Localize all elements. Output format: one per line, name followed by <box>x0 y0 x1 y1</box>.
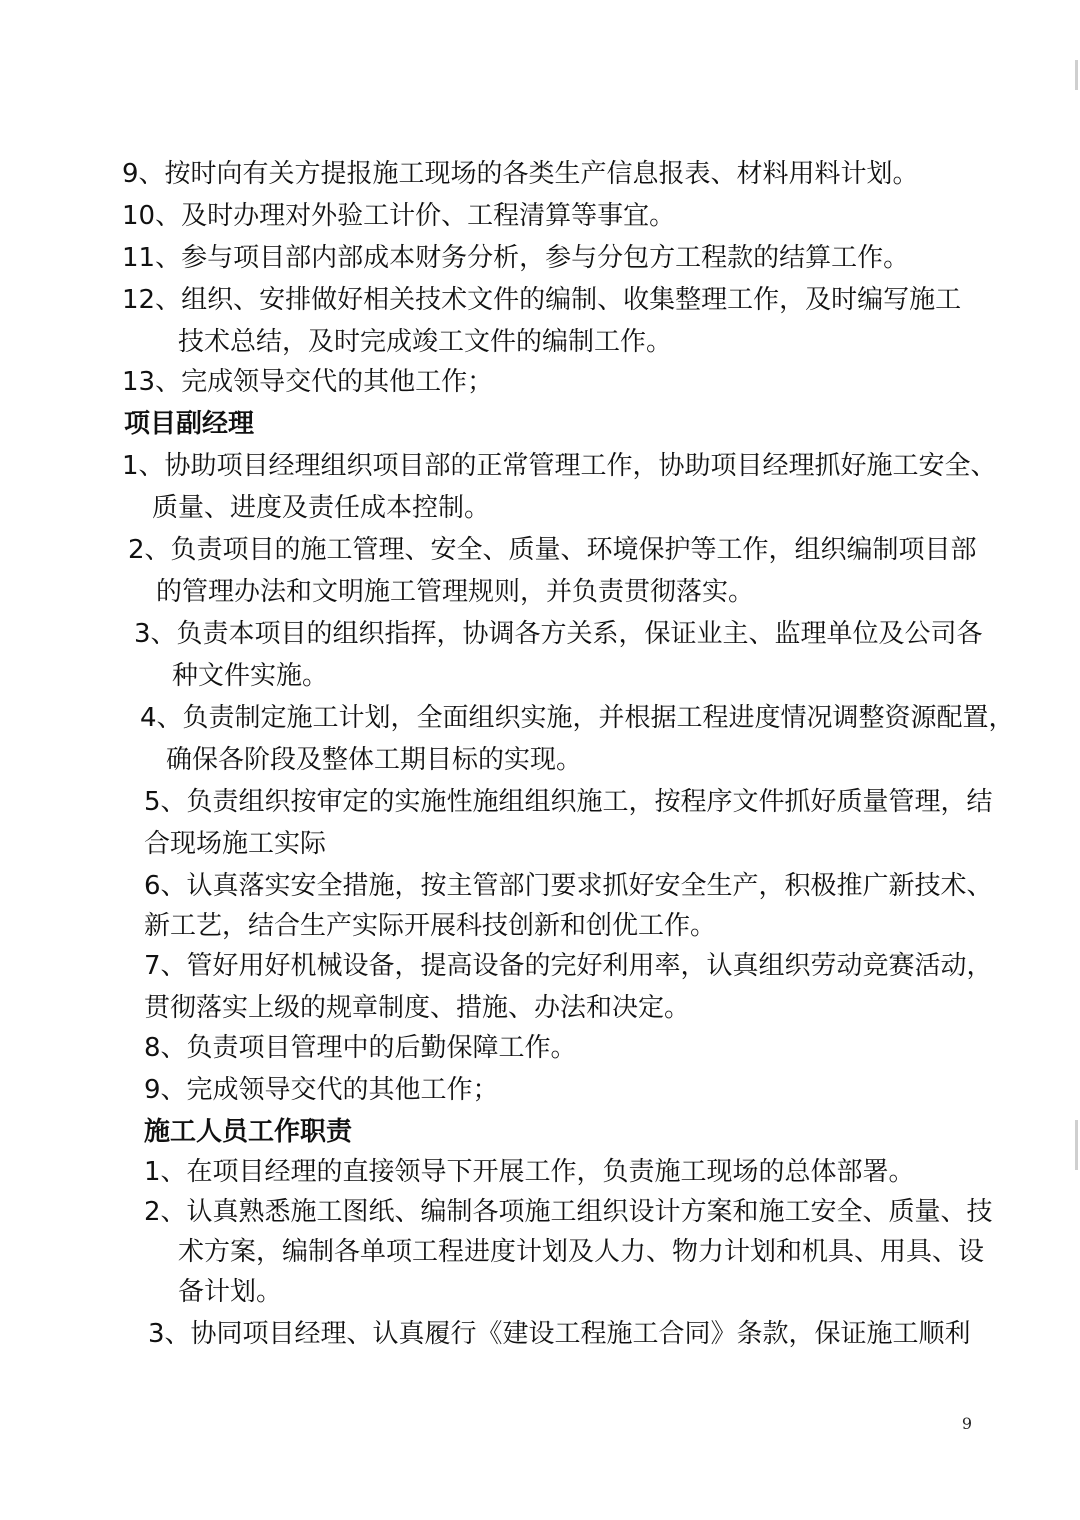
section-heading: 项目副经理 <box>124 409 255 439</box>
text-line: 术方案，编制各单项工程进度计划及人力、物力计划和机具、用具、设 <box>178 1237 985 1267</box>
text-line: 5、负责组织按审定的实施性施组组织施工，按程序文件抓好质量管理，结 <box>144 787 993 817</box>
text-line: 2、认真熟悉施工图纸、编制各项施工组织设计方案和施工安全、质量、技 <box>144 1197 993 1227</box>
text-line: 技术总结，及时完成竣工文件的编制工作。 <box>178 327 673 357</box>
text-line: 4、负责制定施工计划，全面组织实施，并根据工程进度情况调整资源配置， <box>140 703 1015 733</box>
text-line: 贯彻落实上级的规章制度、措施、办法和决定。 <box>144 993 691 1023</box>
text-line: 11、参与项目部内部成本财务分析，参与分包方工程款的结算工作。 <box>122 243 910 273</box>
text-line: 13、完成领导交代的其他工作； <box>122 367 494 397</box>
text-line: 6、认真落实安全措施，按主管部门要求抓好安全生产，积极推广新技术、 <box>144 871 993 901</box>
section-heading: 施工人员工作职责 <box>144 1117 353 1147</box>
text-line: 的管理办法和文明施工管理规则，并负责贯彻落实。 <box>156 577 755 607</box>
text-line: 3、负责本项目的组织指挥，协调各方关系，保证业主、监理单位及公司各 <box>134 619 983 649</box>
text-line: 1、在项目经理的直接领导下开展工作，负责施工现场的总体部署。 <box>144 1157 915 1187</box>
text-line: 质量、进度及责任成本控制。 <box>152 493 491 523</box>
text-line: 确保各阶段及整体工期目标的实现。 <box>166 745 583 775</box>
text-line: 7、管好用好机械设备，提高设备的完好利用率，认真组织劳动竞赛活动， <box>144 951 993 981</box>
text-line: 1、协助项目经理组织项目部的正常管理工作，协助项目经理抓好施工安全、 <box>122 451 997 481</box>
text-line: 8、负责项目管理中的后勤保障工作。 <box>144 1033 577 1063</box>
text-line: 10、及时办理对外验工计价、工程清算等事宜。 <box>122 201 676 231</box>
scan-edge-mark <box>1075 1120 1078 1170</box>
scan-edge-mark <box>1075 60 1078 90</box>
text-line: 9、按时向有关方提报施工现场的各类生产信息报表、材料用料计划。 <box>122 159 919 189</box>
text-line: 2、负责项目的施工管理、安全、质量、环境保护等工作，组织编制项目部 <box>128 535 977 565</box>
text-line: 9、完成领导交代的其他工作； <box>144 1075 499 1105</box>
text-line: 12、组织、安排做好相关技术文件的编制、收集整理工作，及时编写施工 <box>122 285 962 315</box>
text-line: 新工艺，结合生产实际开展科技创新和创优工作。 <box>144 911 717 941</box>
text-line: 备计划。 <box>178 1277 283 1307</box>
page-number: 9 <box>961 1414 972 1433</box>
text-line: 3、协同项目经理、认真履行《建设工程施工合同》条款，保证施工顺利 <box>148 1319 971 1349</box>
text-line: 种文件实施。 <box>172 661 329 691</box>
text-line: 合现场施工实际 <box>144 829 327 859</box>
